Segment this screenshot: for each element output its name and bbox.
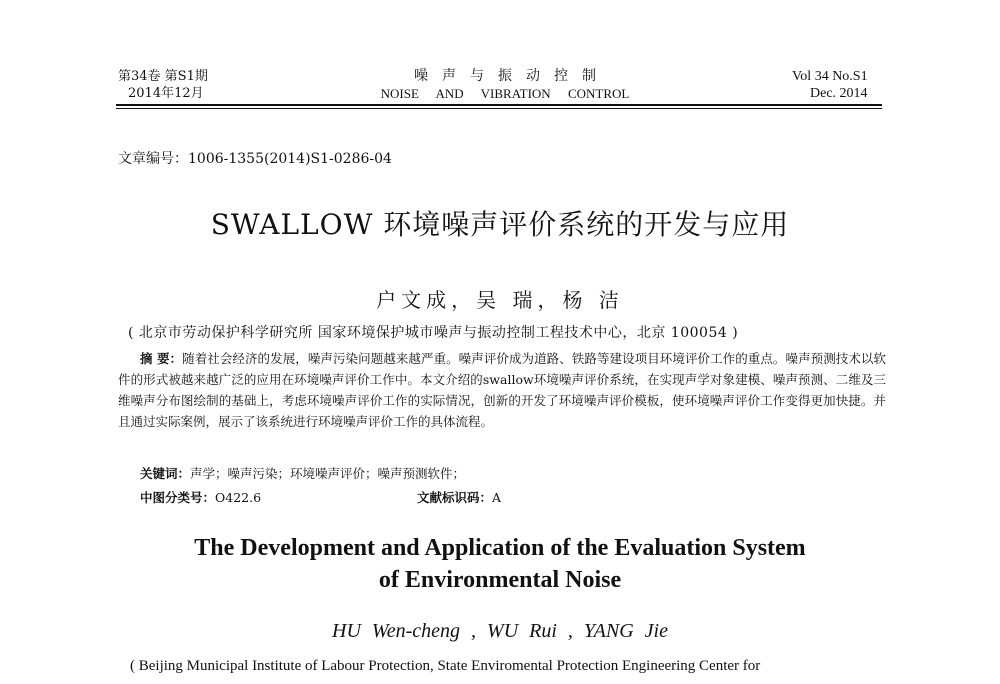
doc-code-label: 文献标识码： (417, 490, 493, 505)
abstract-text: 随着社会经济的发展，噪声污染问题越来越严重。噪声评价成为道路、铁路等建设项目环境评价工作的重点。噪声预测技术以软件的形式被越来越广泛的应用在环境噪声评价工作中。本文介绍的swallow环境噪声评价系统，在实现声学对象建模、噪声预测、二维及三维噪声分布图绘制的基础上，考虑环境噪声评价工作的实际情况，创新的开发了环境噪声评价模板，使环境噪声评价工作变得更加快捷。并且通过实际案例，展示了该系统进行环境噪声评价工作的具体流程。 (118, 351, 886, 429)
document-code (417, 488, 501, 506)
header-journal (340, 68, 670, 102)
header-rule-thick (116, 104, 882, 106)
title-en-line1: The Development and Application of the Evaluation System (194, 535, 806, 561)
affiliation-en: ( Beijing Municipal Institute of Labour Protection, State Enviromental Protection Engineering Center for (130, 658, 761, 674)
authors-en: HU Wen-cheng , WU Rui , YANG Jie (332, 620, 668, 642)
date-en: Dec. 2014 (810, 86, 868, 101)
journal-name-cn: 噪声与振动控制 (414, 68, 610, 84)
volume-en: Vol 34 No.S1 (792, 69, 868, 84)
title-cn: SWALLOW 环境噪声评价系统的开发与应用 (210, 208, 790, 241)
abstract-cn (118, 348, 886, 432)
keywords-label: 关键词： (140, 466, 191, 481)
header-rule-thin (116, 108, 882, 109)
keywords (140, 464, 465, 482)
date-cn: 2014年12月 (128, 86, 204, 101)
classification (140, 488, 502, 506)
article-number: 文章编号：1006-1355(2014)S1-0286-04 (118, 151, 392, 167)
journal-name-en: NOISE AND VIBRATION CONTROL (380, 86, 630, 101)
clc-label: 中图分类号： (140, 490, 216, 505)
keywords-text: 声学；噪声污染；环境噪声评价；噪声预测软件； (190, 466, 466, 481)
volume-cn: 第34卷 第S1期 (118, 69, 208, 84)
authors-cn: 户文成，吴 瑞，杨 洁 (376, 288, 624, 312)
title-en (0, 532, 1000, 596)
clc-value: O422.6 (215, 490, 262, 505)
affiliation-cn: ( 北京市劳动保护科学研究所 国家环境保护城市噪声与振动控制工程技术中心，北京 100054 ) (128, 325, 739, 341)
header-left (118, 68, 208, 102)
header-right (792, 68, 868, 102)
title-en-line2: of Environmental Noise (378, 567, 622, 593)
abstract-label: 摘 要： (140, 351, 183, 366)
doc-code-value: A (492, 490, 502, 505)
